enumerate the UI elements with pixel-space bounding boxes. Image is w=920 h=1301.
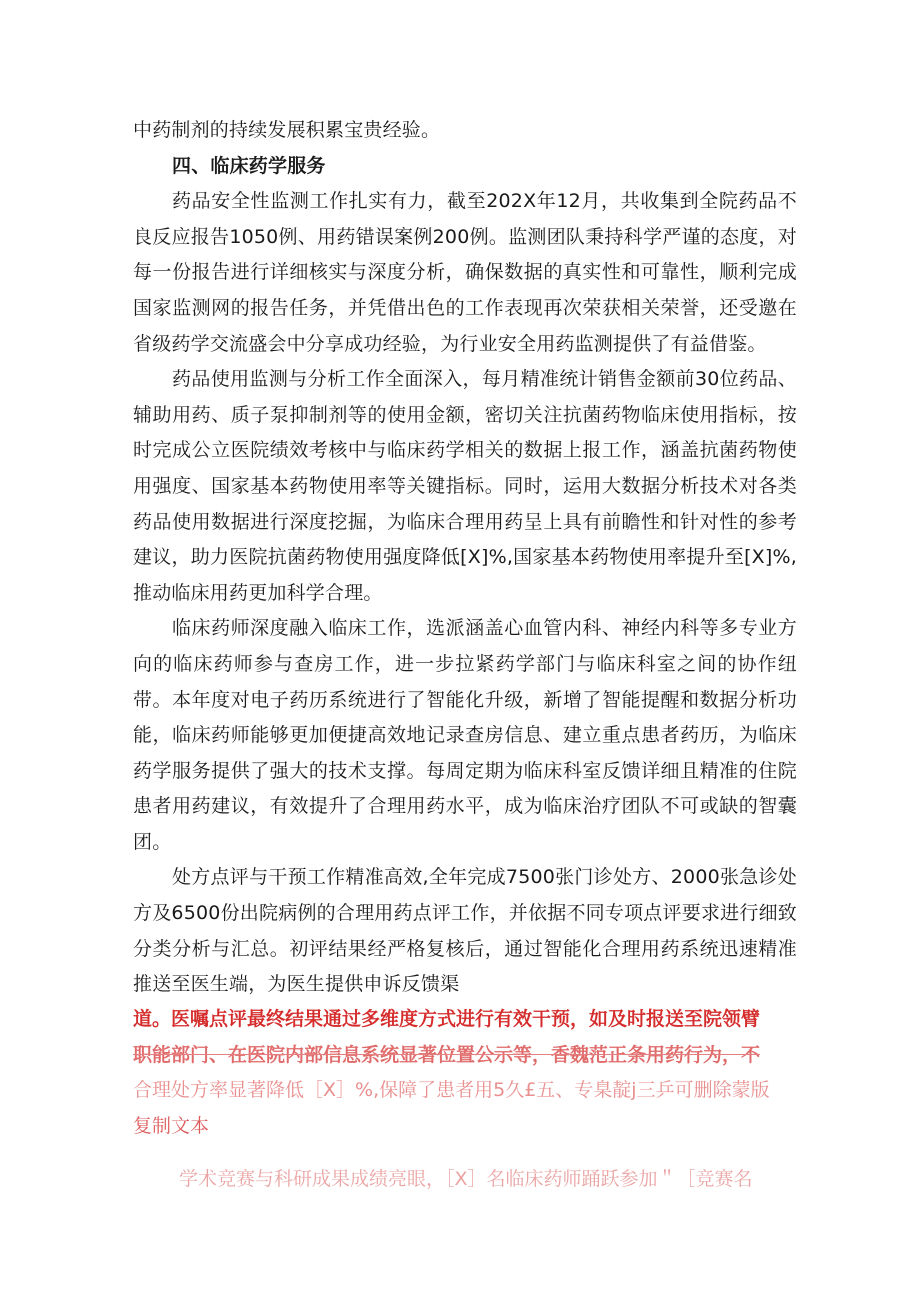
watermark-overlay-text — [133, 1002, 803, 1198]
document-body — [133, 113, 797, 1003]
section-heading: 四、临床药学服务 — [172, 154, 326, 177]
overlay-line: 复制文本 — [133, 1114, 210, 1137]
paragraph-drug-usage: 药品使用监测与分析工作全面深入，每月精准统计销售金额前30位药品、辅助用药、质子泵抑制剂等的使用金额，密切关注抗菌药物临床使用指标，按时完成公立医院绩效考核中与临床药学相关的数据上报工作，涵盖抗菌药物使用强度、国家基本药物使用率等关键指标。同时，运用大数据分析技术对各类药品使用数据进行深度挖掘，为临床合理用药呈上具有前瞻性和针对性的参考建议，助力医院抗菌药物使用强度降低[X]%,国家基本药物使用率提升至[X]%,推动临床用药更加科学合理。 — [133, 368, 797, 604]
overlay-line: 合理处方率显著降低［X］%,保障了患者用5久£五、专臬靛j三乒可删除蒙版 — [133, 1079, 770, 1102]
paragraph-prescription-review: 处方点评与干预工作精准高效,全年完成7500张门诊处方、2000张急诊处方及6500份出院病例的合理用药点评工作，并依据不同专项点评要求进行细致分类分析与汇总。初评结果经严格复核后，通过智能化合理用药系统迅速精准推送至医生端，为医生提供申诉反馈渠 — [133, 866, 797, 996]
overlay-line: 学术竞赛与科研成果成绩亮眼，［X］名临床药师踊跃参加＂［竞赛名 — [179, 1168, 753, 1191]
paragraph-clinical-pharmacist: 临床药师深度融入临床工作，选派涵盖心血管内科、神经内科等多专业方向的临床药师参与查房工作，进一步拉紧药学部门与临床科室之间的协作纽带。本年度对电子药历系统进行了智能化升级，新增了智能提醒和数据分析功能，临床药师能够更加便捷高效地记录查房信息、建立重点患者药历，为临床药学服务提供了强大的技术支撑。每周定期为临床科室反馈详细且精准的住院患者用药建议，有效提升了合理用药水平，成为临床治疗团队不可或缺的智囊团。 — [133, 617, 797, 853]
paragraph-continuation: 中药制剂的持续发展积累宝贵经验。 — [133, 119, 441, 141]
paragraph-drug-safety: 药品安全性监测工作扎实有力，截至202X年12月，共收集到全院药品不良反应报告1050例、用药错误案例200例。监测团队秉持科学严谨的态度，对每一份报告进行详细核实与深度分析，确保数据的真实性和可靠性，顺利完成国家监测网的报告任务，并凭借出色的工作表现再次荣获相关荣誉，还受邀在省级药学交流盛会中分享成功经验，为行业安全用药监测提供了有益借鉴。 — [133, 190, 797, 355]
overlay-line: 职能部门、在医院内部信息系统显著位置公示等，香魏范正条用药行为，不 — [133, 1043, 761, 1066]
overlay-line: 道。医嘱点评最终结果通过多维度方式进行有效干预，如及时报送至院领臂 — [133, 1008, 761, 1030]
